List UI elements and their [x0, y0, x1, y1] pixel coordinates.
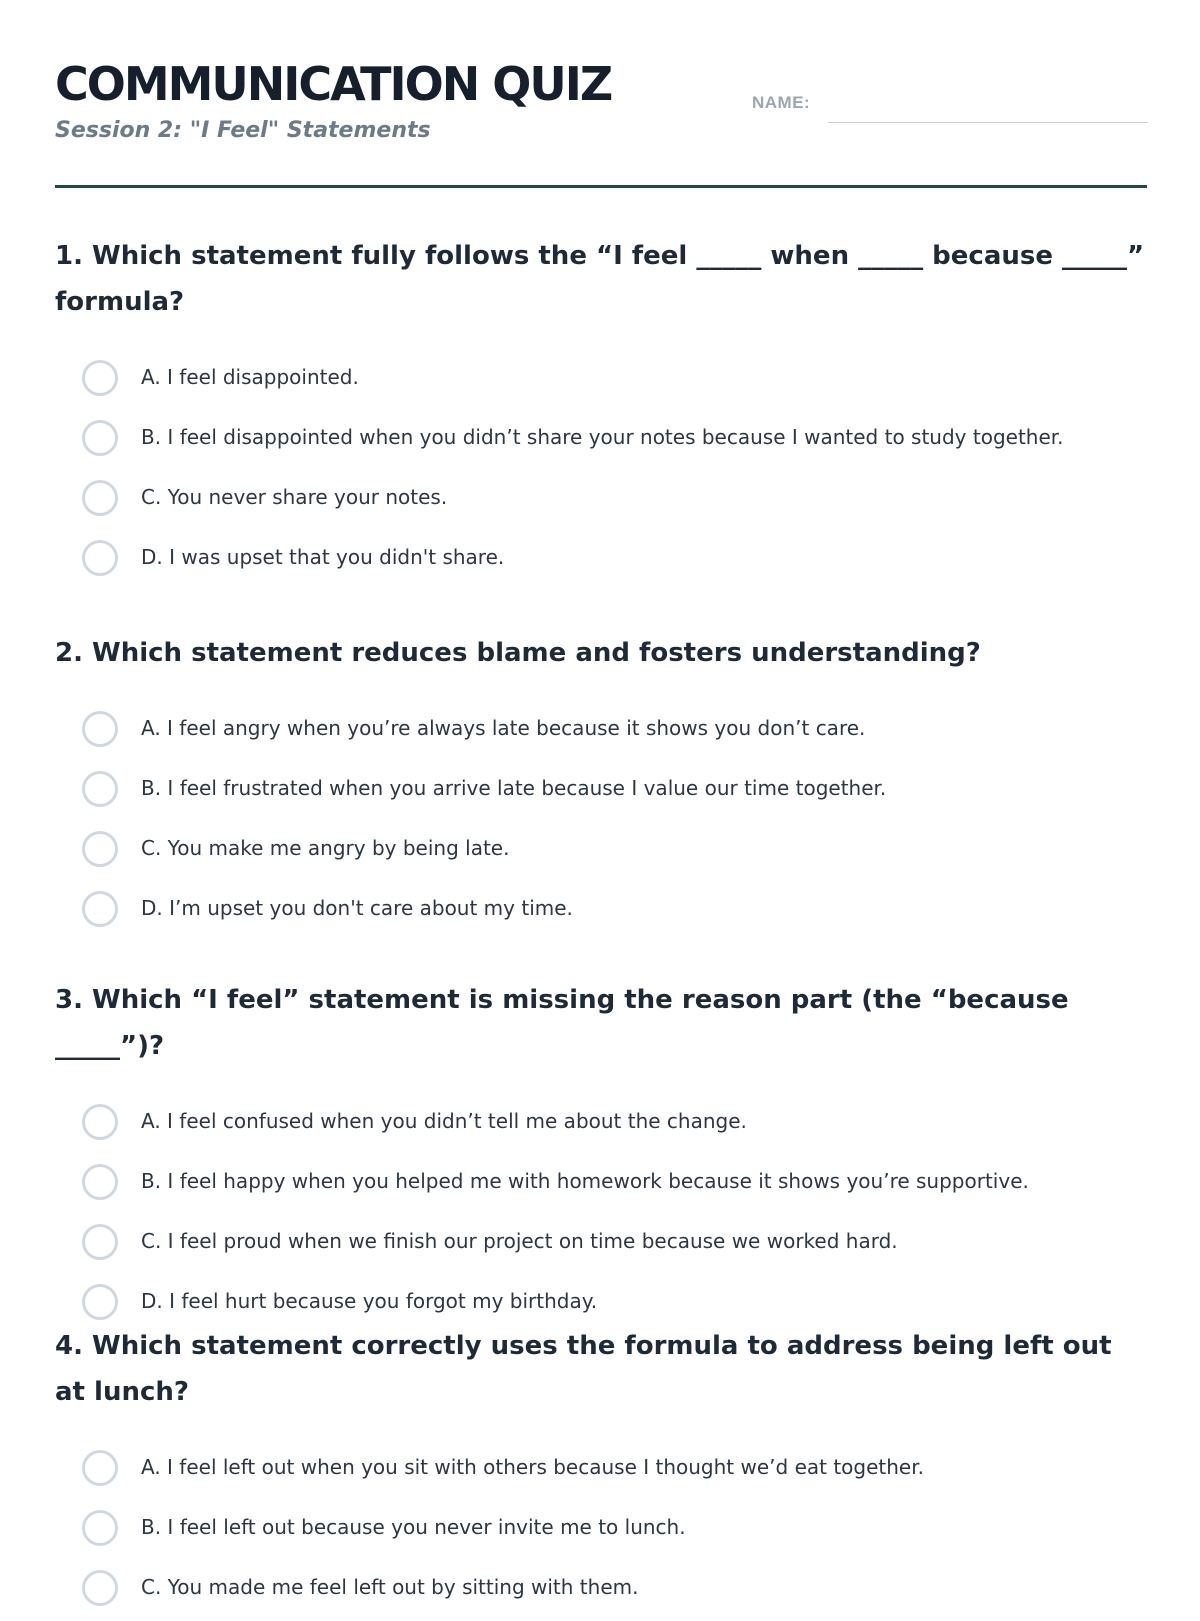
radio-button[interactable] [82, 420, 118, 456]
page-subtitle: Session 2: "I Feel" Statements [55, 118, 431, 143]
option-label: D. I’m upset you don't care about my time. [141, 896, 573, 920]
question-4 [55, 1323, 1147, 1621]
options-list [55, 1095, 1147, 1335]
radio-button[interactable] [82, 480, 118, 516]
question-text: 1. Which statement fully follows the “I feel _____ when _____ because _____” formula? [55, 241, 1145, 317]
option-a[interactable] [55, 1441, 1147, 1501]
option-b[interactable] [55, 762, 1147, 822]
question-text: 3. Which “I feel” statement is missing the reason part (the “because _____”)? [55, 985, 1069, 1061]
name-label: NAME: [752, 93, 811, 112]
option-label: B. I feel frustrated when you arrive late because I value our time together. [141, 776, 887, 800]
option-a[interactable] [55, 1095, 1147, 1155]
radio-button[interactable] [82, 1510, 118, 1546]
radio-button[interactable] [82, 1224, 118, 1260]
question-2 [55, 630, 1147, 942]
option-label: C. I feel proud when we finish our project on time because we worked hard. [141, 1229, 898, 1253]
option-label: A. I feel left out when you sit with others because I thought we’d eat together. [141, 1455, 924, 1479]
question-text: 2. Which statement reduces blame and fosters understanding? [55, 638, 981, 668]
option-label: A. I feel disappointed. [141, 365, 359, 389]
options-list [55, 351, 1147, 591]
option-a[interactable] [55, 351, 1147, 411]
option-b[interactable] [55, 411, 1147, 471]
radio-button[interactable] [82, 360, 118, 396]
radio-button[interactable] [82, 1104, 118, 1140]
radio-button[interactable] [82, 891, 118, 927]
option-c[interactable] [55, 822, 1147, 882]
radio-button[interactable] [82, 711, 118, 747]
question-1 [55, 233, 1147, 591]
question-text: 4. Which statement correctly uses the formula to address being left out at lunch? [55, 1331, 1112, 1407]
option-label: B. I feel left out because you never invite me to lunch. [141, 1515, 686, 1539]
option-label: C. You made me feel left out by sitting with them. [141, 1575, 639, 1599]
option-d[interactable] [55, 531, 1147, 591]
option-c[interactable] [55, 471, 1147, 531]
option-a[interactable] [55, 702, 1147, 762]
option-b[interactable] [55, 1155, 1147, 1215]
name-input-line[interactable] [828, 122, 1148, 123]
quiz-header [55, 0, 1147, 188]
option-label: A. I feel angry when you’re always late because it shows you don’t care. [141, 716, 866, 740]
radio-button[interactable] [82, 540, 118, 576]
quiz-page [55, 0, 1147, 1599]
option-c[interactable] [55, 1561, 1147, 1621]
option-label: A. I feel confused when you didn’t tell me about the change. [141, 1109, 747, 1133]
option-label: D. I was upset that you didn't share. [141, 545, 505, 569]
page-title: COMMUNICATION QUIZ [55, 57, 612, 111]
option-label: C. You make me angry by being late. [141, 836, 510, 860]
question-3 [55, 977, 1147, 1335]
radio-button[interactable] [82, 1450, 118, 1486]
option-b[interactable] [55, 1501, 1147, 1561]
option-d[interactable] [55, 882, 1147, 942]
option-c[interactable] [55, 1215, 1147, 1275]
option-label: D. I feel hurt because you forgot my birthday. [141, 1289, 598, 1313]
option-label: C. You never share your notes. [141, 485, 448, 509]
radio-button[interactable] [82, 771, 118, 807]
options-list [55, 702, 1147, 942]
radio-button[interactable] [82, 831, 118, 867]
radio-button[interactable] [82, 1164, 118, 1200]
radio-button[interactable] [82, 1570, 118, 1606]
radio-button[interactable] [82, 1284, 118, 1320]
option-label: B. I feel disappointed when you didn’t share your notes because I wanted to study together. [141, 425, 1064, 449]
options-list [55, 1441, 1147, 1621]
option-label: B. I feel happy when you helped me with homework because it shows you’re supportive. [141, 1169, 1029, 1193]
